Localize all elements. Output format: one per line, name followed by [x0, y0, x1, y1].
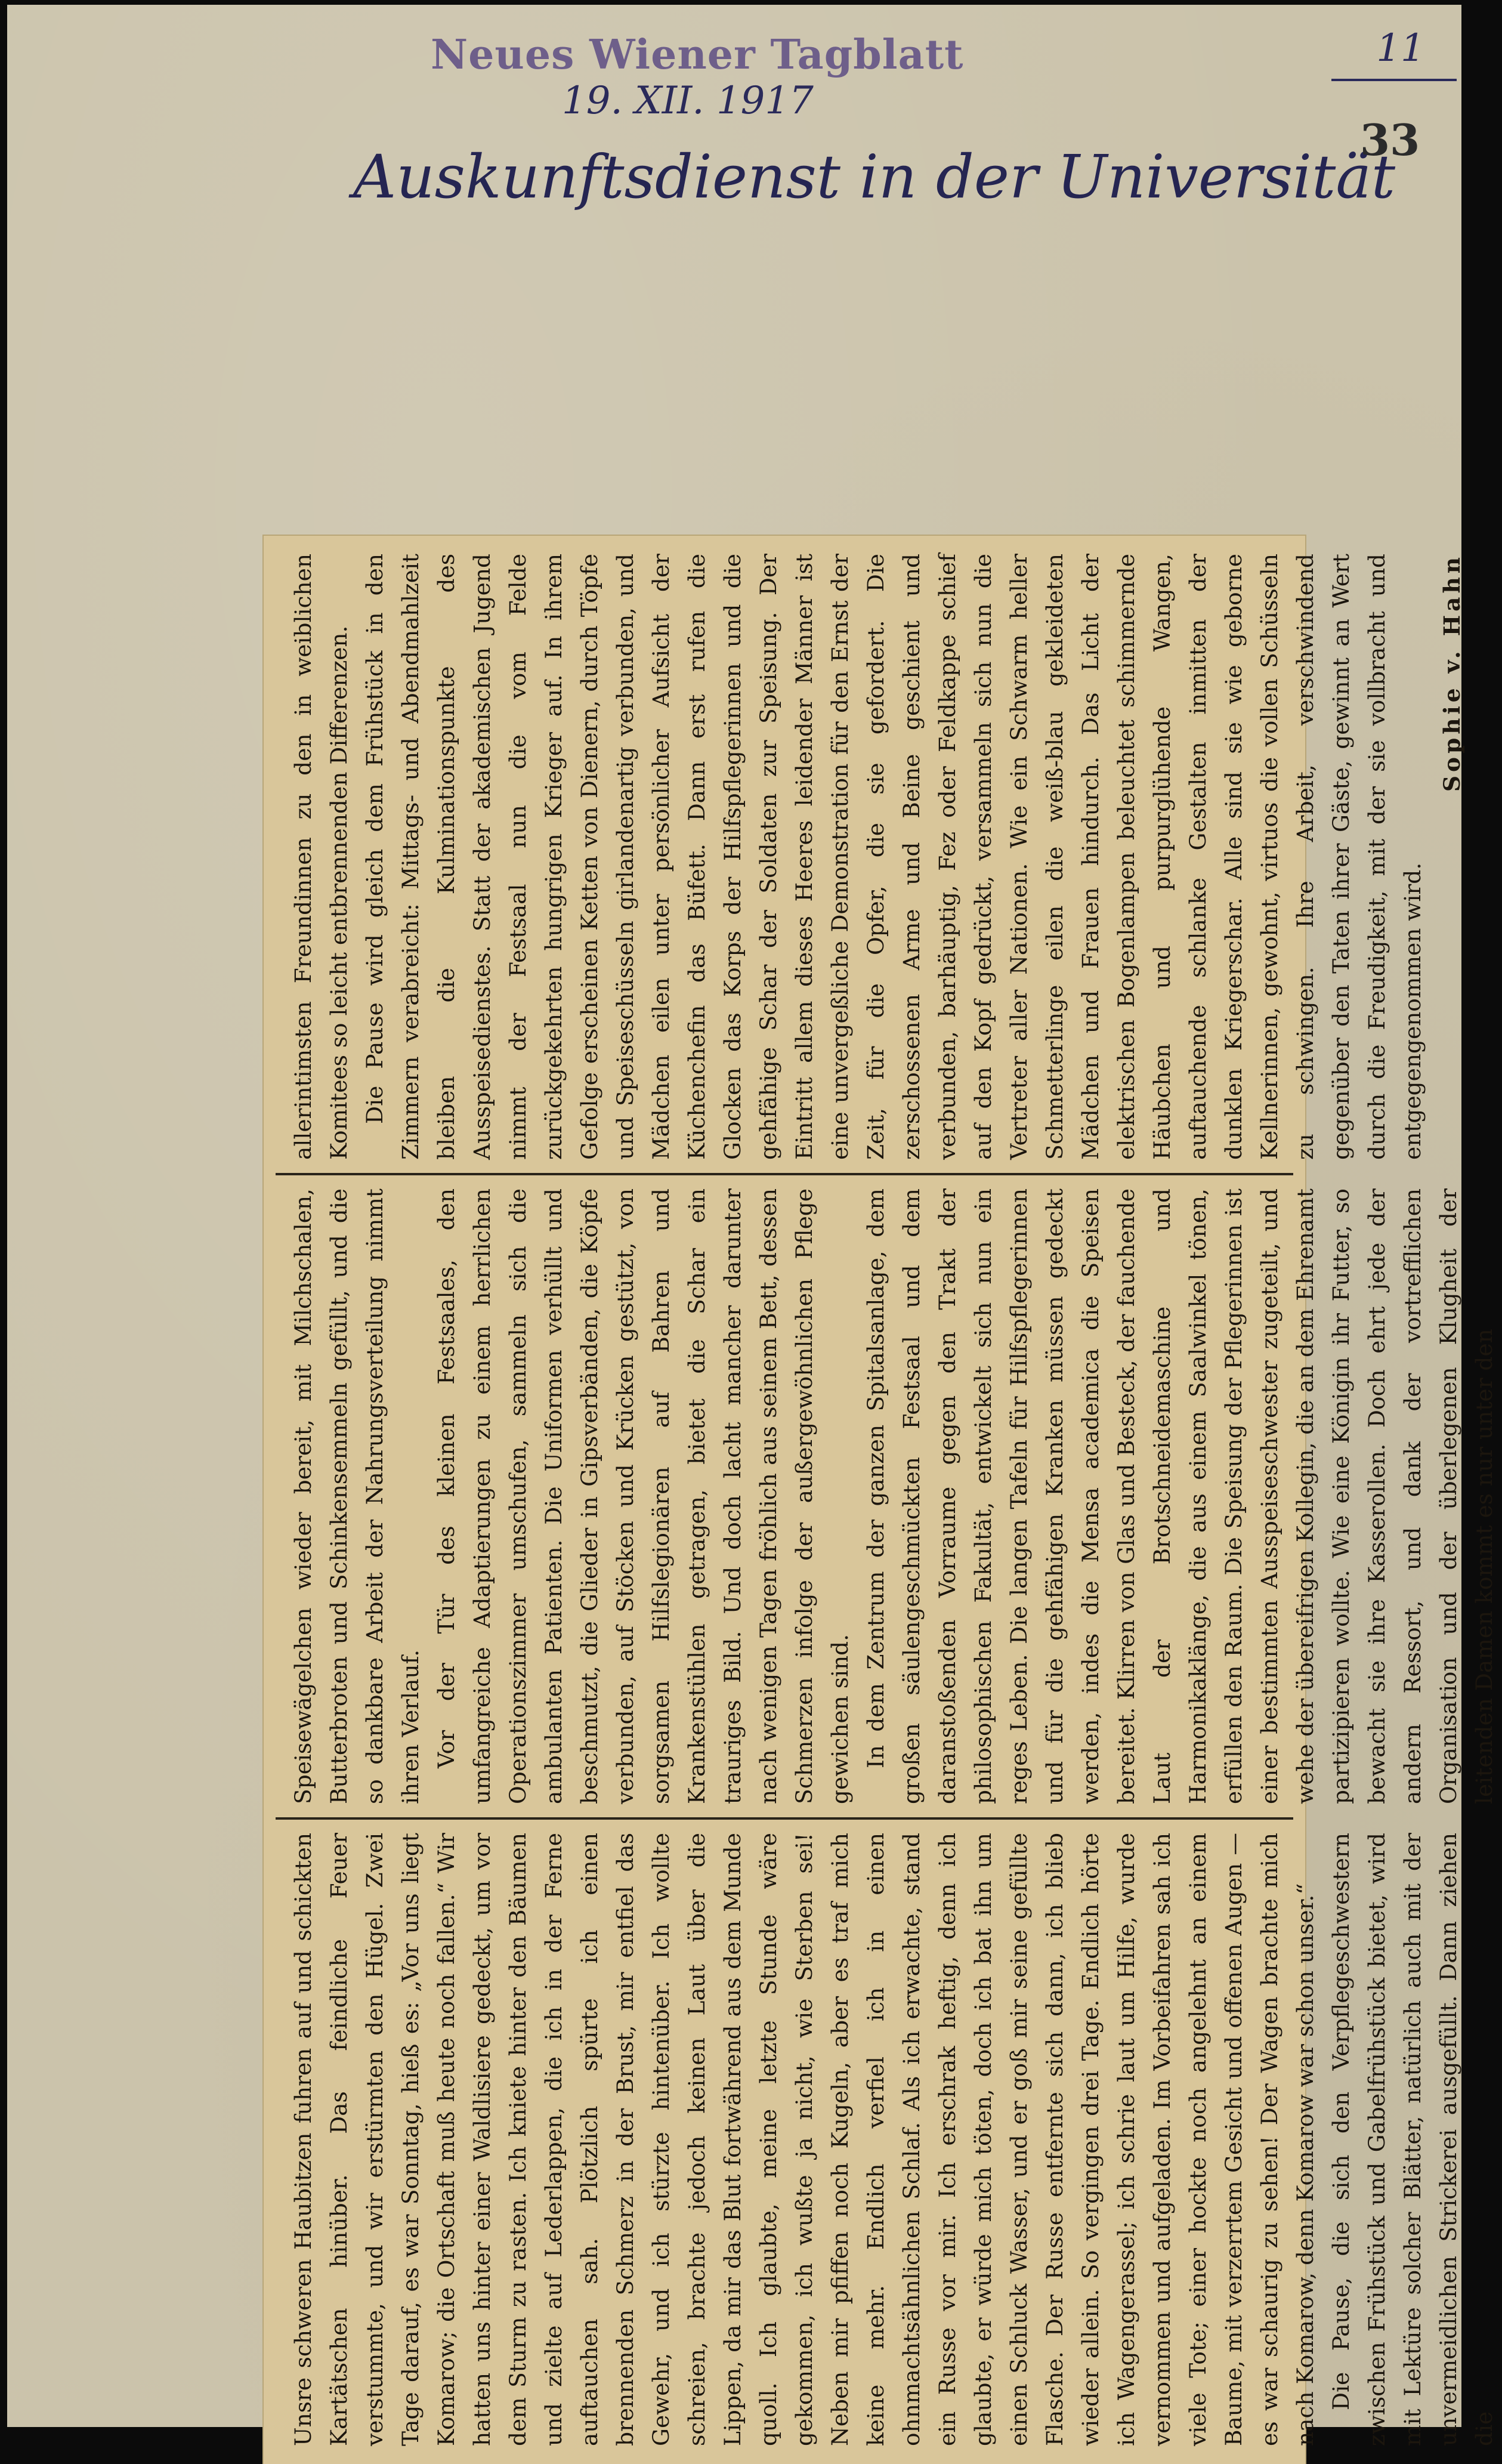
page-number: 33 — [1360, 115, 1420, 165]
article-paragraph: allerintimsten Freundinnen zu den in weiblichen Komitees so leicht entbrennenden Differenzen. — [290, 554, 352, 1160]
newspaper-name-stamp: Neues Wiener Tagblatt — [431, 31, 964, 79]
article-paragraph: Vor der Tür des kleinen Festsaales, den umfangreiche Adaptierungen zu einem herrlichen Operationszimmer umschufen, sammeln sich die ambulanten Patienten. Die Uniformen verhüllt und beschmutzt, die Glieder in Gipsverbänden, die Köpfe verbunden, auf Stöcken und Krücken gestützt, von sorgsamen Hilfslegionären auf Bahren und Krankenstühlen getragen, bietet die Schar ein trauriges Bild. Und doch lacht mancher darunter nach wenigen Tagen fröhlich aus seinem Bett, dessen Schmerzen infolge der außergewöhnlichen Pflege gewichen sind. — [433, 1188, 853, 1804]
article-paragraph: Die Pause, die sich den Verpflegeschwestern zwischen Frühstück und Gabelfrühstück bietet, wird mit Lektüre solcher Blätter, natürlich auch mit der unvermeidlichen Strickerei ausgefüllt. Dann ziehen die — [1328, 1833, 1497, 2446]
folio-underline — [1331, 79, 1457, 81]
article-column-1 — [285, 1818, 1497, 2460]
article-paragraph: Unsre schweren Haubitzen fuhren auf und schickten Kartätschen hinüber. Das feindliche Feuer verstummte, und wir erstürmten den Hügel. Zwei Tage darauf, es war Sonntag, hieß es: „Vor uns liegt Komarow; die Ortschaft muß heute noch fallen.“ Wir hatten uns hinter einer Waldlisiere gedeckt, um vor dem Sturm zu rasten. Ich kniete hinter den Bäumen und zielte auf Lederlappen, die ich in der Ferne auftauchen sah. Plötzlich spürte ich einen brennenden Schmerz in der Brust, mir entfiel das Gewehr, und ich stürzte hintenüber. Ich wollte schreien, brachte jedoch keinen Laut über die Lippen, da mir das Blut fortwährend aus dem Munde quoll. Ich glaubte, meine letzte Stunde wäre gekommen, ich wußte ja nicht, wie Sterben sei! Neben mir pfiffen noch Kugeln, aber es traf mich keine mehr. Endlich verfiel ich in einen ohnmachtsähnlichen Schlaf. Als ich erwachte, stand ein Russe vor mir. Ich erschrak heftig, denn ich glaubte, er würde mich töten, doch ich bat ihn um einen Schluck Wasser, und er goß mir seine gefüllte Flasche. Der Russe entfernte sich dann, ich blieb wieder allein. So vergingen drei Tage. Endlich hörte ich Wagengerassel; ich schrie laut um Hilfe, wurde vernommen und aufgeladen. Im Vorbeifahren sah ich viele Tote; einer hockte noch angelehnt an einem Baume, mit verzerrtem Gesicht und offenen Augen — es war schaurig zu sehen! Der Wagen brachte mich nach Komarow, denn Komarow war schon unser.“ — [290, 1833, 1318, 2446]
article-column-2 — [285, 1174, 1497, 1818]
article-paragraph: Die Pause wird gleich dem Frühstück in den Zimmern verabreicht: Mittags- und Abendmahlzeit bleiben die Kulminationspunkte des Ausspeisedienstes. Statt der akademischen Jugend nimmt der Festsaal nun die vom Felde zurückgekehrten hungrigen Krieger auf. In ihrem Gefolge erscheinen Ketten von Dienern, durch Töpfe und Speiseschüsseln girlandenartig verbunden, und Mädchen eilen unter persönlicher Aufsicht der Küchenchefin das Büfett. Dann erst rufen die Glocken das Korps der Hilfspflegerinnen und die gehfähige Schar der Soldaten zur Speisung. Der Eintritt allem dieses Heeres leidender Männer ist eine unvergeßliche Demonstration für den Ernst der Zeit, für die Opfer, die sie gefordert. Die zerschossenen Arme und Beine geschient und verbunden, barhäuptig, Fez oder Feldkappe schief auf den Kopf gedrückt, versammeln sich nun die Vertreter aller Nationen. Wie ein Schwarm heller Schmetterlinge eilen die weiß-blau gekleideten Mädchen und Frauen hindurch. Das Licht der elektrischen Bogenlampen beleuchtet schimmernde Häubchen und purpurglühende Wangen, auftauchende schlanke Gestalten inmitten der dunklen Kriegerschar. Alle sind sie wie geborne Kellnerinnen, gewohnt, virtuos die vollen Schüsseln zu schwingen. Ihre Arbeit, verschwindend gegenüber den Taten ihrer Gäste, gewinnt an Wert durch die Freudigkeit, mit der sie vollbracht und entgegengenommen wird. — [361, 554, 1426, 1160]
clipping-body — [264, 536, 1497, 2464]
folio-number: 11 — [1376, 26, 1425, 70]
handwritten-date: 19. XII. 1917 — [562, 79, 814, 123]
article-paragraph: Speisewägelchen wieder bereit, mit Milchschalen, Butterbroten und Schinkensemmeln gefüllt, und die so dankbare Arbeit der Nahrungsverteilung nimmt ihren Verlauf. — [290, 1188, 424, 1804]
newspaper-clipping — [264, 536, 1497, 2464]
handwritten-heading: Auskunftsdienst in der Universität — [353, 142, 1396, 212]
article-column-3 — [285, 539, 1465, 1174]
article-paragraph: In dem Zentrum der ganzen Spitalsanlage, dem großen säulengeschmückten Festsaal und dem daranstoßenden Vorraume gegen den Trakt der philosophischen Fakultät, entwickelt sich nun ein reges Leben. Die langen Tafeln für Hilfspflegerinnen und für die gehfähigen Kranken müssen gedeckt werden, indes die Mensa academica die Speisen bereitet. Klirren von Glas und Besteck, der fauchende Laut der Brotschneidemaschine und Harmonikaklänge, die aus einem Saalwinkel tönen, erfüllen den Raum. Die Speisung der Pflegerinnen ist einer bestimmten Ausspeiseschwester zugeteilt, und wehe der übereifrigen Kollegin, die an dem Ehrenamt partizipieren wollte. Wie eine Königin ihr Futter, so bewacht sie ihre Kasserollen. Doch ehrt jede der andern Ressort, und dank der vortrefflichen Organisation und der überlegenen Klugheit der leitenden Damen kommt es nur unter den — [863, 1188, 1497, 1804]
author-signature: Sophie v. Hahn — [1439, 554, 1465, 792]
